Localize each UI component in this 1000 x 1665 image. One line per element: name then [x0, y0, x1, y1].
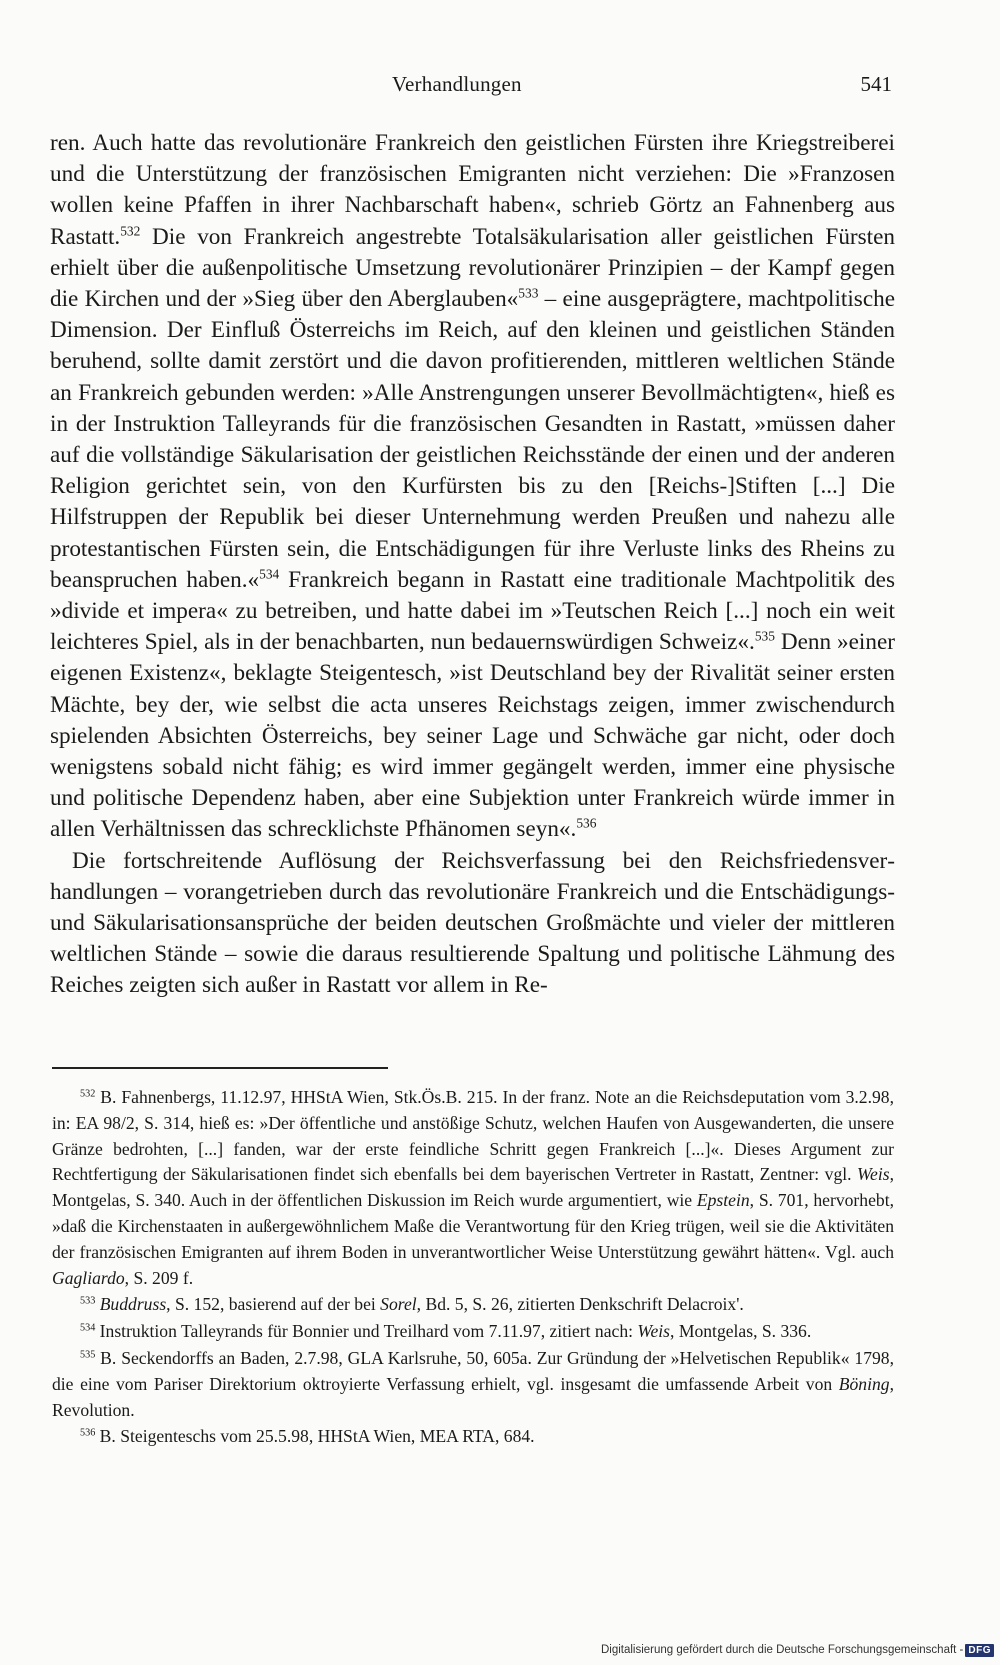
footnote-ref-536[interactable]: 536: [576, 816, 597, 832]
footnote-number: 536: [80, 1428, 96, 1440]
dfg-logo: DFG: [965, 1644, 994, 1657]
footnote-text: , Bd. 5, S. 26, zitierten Denkschrift Delacroix'.: [416, 1294, 744, 1315]
footnote-text: Instruktion Talleyrands für Bonnier und Treilhard vom 7.11.97, zitiert nach:: [95, 1321, 638, 1342]
text-run: Denn »einer eigenen Existenz«, beklagte Steigentesch, »ist Deutschland bey der Rivalität seiner ersten Mächte, bey der, wie selbst die acta unseres Reichstags zeigen, immer zwischendurch spielenden Absichten Österreichs, bey seiner Lage und Schwäche gar nicht, oder doch wenigstens sobald nicht fähig; es wird immer gegängelt werden, immer eine physische und politische Dependenz haben, aber eine Subjektion unter Frankreich würde immer in allen Verhältnissen das schrecklichste Pfhänomen seyn«.: [50, 629, 895, 843]
footnote-ref-534[interactable]: 534: [259, 566, 280, 582]
footnote-text: , Montgelas, S. 336.: [670, 1321, 812, 1342]
paragraph-2: Die fortschreitende Auflösung der Reichsverfassung bei den Reichsfriedensverhandlungen – vorangetrieben durch das revolutionäre Frankreich und die Entschädigungs- und Säkularisationsansprüche der beiden deutschen Großmächte und vieler der mittleren weltlichen Stände – sowie die daraus resultierende Spaltung und politische Lähmung des Reiches zeigten sich außer in Rastatt vor allem in Re-: [50, 847, 895, 999]
text-run: – eine ausgeprägtere, machtpolitische Dimension. Der Einfluß Österreichs im Reich, auf den kleinen und geistlichen Ständen beruhend, sollte damit zerstört und die davon profitierenden, mittleren weltlichen Stände an Frankreich gebunden werden: »Alle Anstrengungen unserer Bevollmächtigten«, hieß es in der Instruktion Talleyrands für die französischen Gesandten in Rastatt, »müssen daher auf die vollständige Säkularisation der geistlichen Reichsstände der einen und der anderen Religion gerichtet sein, von den Kurfürsten bis zu den [Reichs-]Stiften [...] Die Hilfstruppen der Republik bei dieser Unternehmung werden Preußen und nahezu alle protestantischen Fürsten sein, die Entschädigungen für ihre Verluste links des Rheins zu beanspruchen haben.«: [50, 286, 895, 593]
footnote-divider: [52, 1067, 388, 1069]
author-name: Epstein: [696, 1190, 750, 1211]
page-number: 541: [860, 72, 892, 96]
footnote-ref-535[interactable]: 535: [754, 628, 775, 644]
author-name: Weis: [857, 1164, 890, 1185]
footnote-ref-533[interactable]: 533: [518, 285, 539, 301]
footnote-number: 533: [80, 1296, 96, 1308]
footnote-533: [52, 1292, 894, 1318]
footnote-text: , Revolution.: [52, 1373, 894, 1420]
text-run: Frankreich begann in Rastatt eine traditionale Machtpolitik des »divide et impera« zu betreiben, und hatte dabei im »Teutschen Reich [...] noch ein weit leichteres Spiel, als in der benachbarten, nun bedauernswürdigen Schweiz«.: [50, 566, 895, 656]
author-name: Böning: [838, 1373, 890, 1394]
paragraph-1: [50, 128, 895, 846]
footnote-text: B. Fahnenbergs, 11.12.97, HHStA Wien, Stk.Ös.B. 215. In der franz. Note an die Reichsdeputation vom 3.2.98, in: EA 98/2, S. 314, hieß es: »Der öffentliche und anstößige Schutz, welchen Haufen von Ausgewanderten, die unsere Gränze bedrohten, [...] fanden, war der erste feindliche Schritt gegen Frankreich [...]«. Dieses Argument zur Rechtfertigung der Säkularisationen findet sich ebenfalls bei dem bayerischen Vertreter in Rastatt, Zentner: vgl.: [52, 1087, 894, 1185]
footnote-532: [52, 1085, 894, 1291]
footnote-535: [52, 1346, 894, 1423]
main-text: [50, 128, 895, 1002]
footnote-536: [52, 1424, 894, 1450]
footnote-534: [52, 1319, 894, 1345]
author-name: Buddruss: [99, 1294, 167, 1315]
footnote-text: , S. 209 f.: [124, 1267, 194, 1288]
footnote-text: , Montgelas, S. 340. Auch in der öffentlichen Diskussion im Reich wurde argumentiert, wie: [52, 1164, 894, 1211]
footnotes: [52, 1085, 894, 1450]
digitization-credit: [601, 1641, 994, 1659]
author-name: Sorel: [380, 1294, 417, 1315]
author-name: Gagliardo: [52, 1267, 125, 1288]
footnote-text: , S. 701, hervorhebt, »daß die Kirchenstaaten in außergewöhnlichem Maße die Verantwortung für den Krieg trügen, weil sie die Aktivitäten der französischen Emigranten auf ihrem Boden in unverantwortlicher Weise Unterstützung gewährt hätten«. Vgl. auch: [52, 1190, 894, 1262]
text-run: Die von Frankreich angestrebte Totalsäkularisation aller geistlichen Fürsten erhielt über die außenpolitische Umsetzung revolutionärer Prinzipien – der Kampf gegen die Kirchen und der »Sieg über den Aberglauben«: [50, 223, 895, 313]
footnote-number: 535: [80, 1349, 96, 1361]
footnote-number: 532: [80, 1088, 96, 1100]
footnote-text: , S. 152, basierend auf der bei: [166, 1294, 381, 1315]
footnote-text: B. Seckendorffs an Baden, 2.7.98, GLA Karlsruhe, 50, 605a. Zur Gründung der »Helvetischen Republik« 1798, die eine vom Pariser Direktorium oktroyierte Verfassung erhielt, vgl. insgesamt die umfassende Arbeit von: [52, 1347, 894, 1394]
credit-text: Digitalisierung gefördert durch die Deutsche Forschungsgemeinschaft -: [600, 1644, 964, 1656]
author-name: Weis: [637, 1321, 671, 1342]
footnote-ref-532[interactable]: 532: [120, 223, 141, 239]
running-head: [52, 72, 892, 102]
footnote-text: B. Steigenteschs vom 25.5.98, HHStA Wien, MEA RTA, 684.: [95, 1426, 535, 1447]
text-run: ren. Auch hatte das revolutionäre Frankreich den geistlichen Fürsten ihre Kriegstreiberei und die Unterstützung der französischen Emigranten nicht verziehen: Die »Franzosen wollen keine Pfaffen in ihrer Nachbarschaft haben«, schrieb Görtz an Fahnenberg aus Rastatt.: [50, 130, 895, 250]
running-head-title: Verhandlungen: [392, 72, 522, 96]
footnote-number: 534: [80, 1322, 96, 1334]
